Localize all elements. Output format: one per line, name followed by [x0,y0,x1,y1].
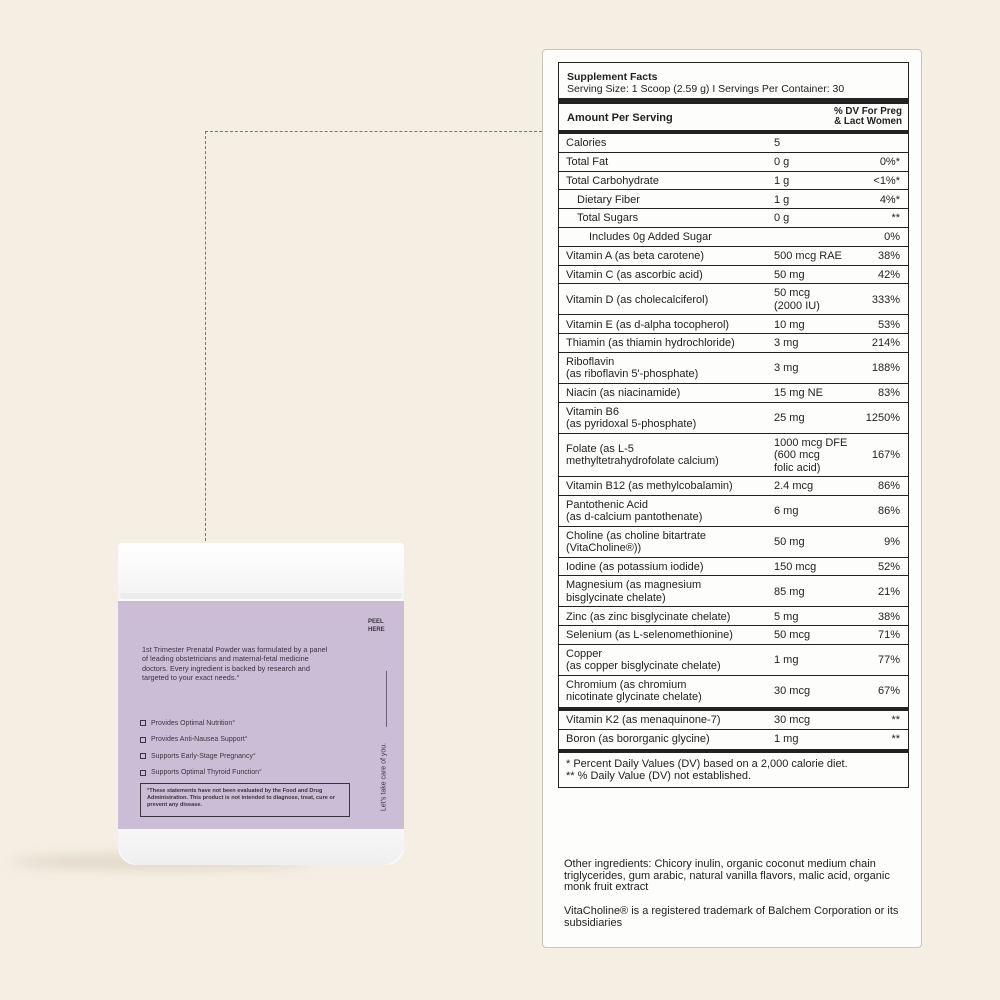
nutrient-row [559,496,908,527]
nutrient-name: Total Carbohydrate [566,174,659,187]
nutrient-amount: 50 mcg (2000 IU) [774,287,820,312]
nutrient-amount: 500 mcg RAE [774,249,842,262]
nutrient-name: Includes 0g Added Sugar [589,231,712,244]
serving-info: Serving Size: 1 Scoop (2.59 g) I Servings Per Container: 30 [567,83,845,95]
nutrient-row [559,434,908,477]
nutrient-row [559,384,908,403]
dv-header: % DV For Preg & Lact Women [833,106,902,127]
nutrient-row [559,172,908,191]
nutrient-row [559,284,908,315]
nutrient-row [559,576,908,607]
nutrient-name: Niacin (as niacinamide) [566,387,681,400]
nutrient-name: Magnesium (as magnesium bisglycinate chelate) [566,579,702,604]
nutrient-dv: 83% [877,387,900,400]
nutrient-dv: 77% [877,654,900,667]
nutrient-name: Iodine (as potassium iodide) [566,560,704,573]
nutrient-name: Calories [566,137,607,150]
nutrient-name: Vitamin B12 (as methylcobalamin) [566,479,733,492]
nutrient-dv: ** [891,732,900,745]
nutrient-dv: 21% [877,585,900,598]
nutrient-name: Choline (as choline bitartrate (VitaCholine®)) [566,529,707,555]
nutrient-amount: 85 mg [774,585,805,598]
nutrient-name: Vitamin K2 (as menaquinone-7) [566,714,721,727]
nutrient-amount: 0 g [774,212,790,225]
nutrient-rows-extra [559,711,908,749]
nutrient-row [559,730,908,749]
nutrient-name: Vitamin B6 (as pyridoxal 5-phosphate) [566,405,697,431]
nutrient-rows [559,134,908,707]
nutrient-row [559,353,908,384]
nutrient-amount: 1 mg [774,732,799,745]
nutrient-dv: 52% [877,560,900,573]
nutrient-amount: 30 mcg [774,714,811,727]
nutrient-name: Selenium (as L-selenomethionine) [566,629,733,642]
nutrient-row [559,247,908,266]
nutrient-dv: 1250% [865,412,900,425]
amount-header-row [559,104,908,130]
tagline: Let's take care of you. [380,742,388,812]
nutrient-amount: 3 mg [774,337,799,350]
nutrient-dv: 71% [877,629,900,642]
leader-line-horizontal [205,131,542,132]
nutrient-row [559,315,908,334]
benefit-item: Supports Early-Stage Pregnancy° [140,748,340,765]
checkbox-icon [140,753,146,759]
nutrient-dv: 9% [884,535,900,548]
nutrient-row [559,209,908,228]
nutrient-dv: 86% [877,504,900,517]
nutrient-dv: 0% [884,231,900,244]
nutrient-amount: 5 mg [774,610,799,623]
product-jar [118,543,404,865]
nutrient-name: Total Sugars [577,212,639,225]
jar-lid [118,543,404,599]
benefit-item: Provides Optimal Nutrition° [140,715,340,732]
nutrient-dv: ** [891,212,900,225]
nutrient-dv: <1%* [873,174,900,187]
nutrient-amount: 6 mg [774,504,799,517]
nutrient-name: Copper (as copper bisglycinate chelate) [566,647,721,673]
nutrient-name: Total Fat [566,155,609,168]
nutrient-dv: 86% [877,479,900,492]
nutrient-row [559,527,908,558]
footnote-dv: * Percent Daily Values (DV) based on a 2,000 calorie diet. [566,757,848,770]
nutrient-amount: 50 mg [774,535,805,548]
nutrient-name: Chromium (as chromium nicotinate glycinate chelate) [566,678,702,704]
nutrient-name: Thiamin (as thiamin hydrochloride) [566,337,735,350]
nutrient-name: Vitamin E (as d-alpha tocopherol) [566,318,730,331]
nutrient-name: Vitamin C (as ascorbic acid) [566,268,703,281]
peel-here-text: PEEL HERE [368,619,385,633]
nutrient-row [559,334,908,353]
nutrient-amount: 2.4 mcg [774,479,814,492]
nutrient-dv: 38% [877,610,900,623]
leader-line-vertical [205,131,206,546]
label-divider [386,671,387,727]
footnote-not-established: ** % Daily Value (DV) not established. [566,769,752,782]
nutrient-dv: ** [891,714,900,727]
nutrient-name: Zinc (as zinc bisglycinate chelate) [566,610,731,623]
other-ingredients: Other ingredients: Chicory inulin, organic coconut medium chain triglycerides, gum arabic, natural vanilla flavors, malic acid, organic monk fruit extract [564,858,890,893]
nutrient-amount: 1000 mcg DFE (600 mcg folic acid) [774,436,848,474]
nutrient-amount: 25 mg [774,412,805,425]
supplement-facts-card [542,49,922,948]
nutrient-row [559,228,908,247]
trademark-note: VitaCholine® is a registered trademark of Balchem Corporation or its subsidiaries [564,905,899,929]
nutrient-name: Dietary Fiber [577,193,640,206]
nutrient-dv: 53% [877,318,900,331]
jar-base [118,829,404,865]
nutrient-amount: 0 g [774,155,790,168]
nutrient-row [559,403,908,434]
nutrient-row [559,711,908,730]
nutrient-dv: 42% [877,268,900,281]
nutrient-name: Vitamin A (as beta carotene) [566,249,704,262]
nutrient-amount: 150 mcg [774,560,817,573]
nutrient-row [559,477,908,496]
nutrient-amount: 1 g [774,174,790,187]
checkbox-icon [140,737,146,743]
footnotes [559,753,908,787]
fda-disclaimer: °These statements have not been evaluated by the Food and Drug Administration. This product is not intended to diagnose, treat, cure or prevent any disease. [140,783,350,817]
jar-label [118,601,404,829]
nutrient-dv: 214% [871,337,900,350]
checkbox-icon [140,720,146,726]
nutrient-amount: 1 g [774,193,790,206]
nutrient-row [559,153,908,172]
nutrient-dv: 333% [871,293,900,306]
nutrient-name: Pantothenic Acid (as d-calcium pantothenate) [566,498,703,524]
nutrient-amount: 15 mg NE [774,387,823,400]
nutrient-row [559,134,908,153]
nutrient-dv: 38% [877,249,900,262]
benefit-item: Supports Optimal Thyroid Function° [140,765,340,782]
nutrient-name: Folate (as L-5 methyltetrahydrofolate calcium) [566,442,719,468]
nutrient-dv: 167% [871,449,900,462]
amount-per-serving-label: Amount Per Serving [567,112,673,124]
nutrient-dv: 188% [871,362,900,375]
nutrient-row [559,676,908,707]
nutrient-amount: 1 mg [774,654,799,667]
nutrient-row [559,558,908,577]
nutrient-name: Riboflavin (as riboflavin 5'-phosphate) [566,355,699,381]
nutrient-amount: 3 mg [774,362,799,375]
benefit-list [140,715,340,781]
nutrient-dv: 0%* [879,155,900,168]
nutrient-dv: 67% [877,685,900,698]
nutrient-amount: 50 mcg [774,629,811,642]
nutrient-row [559,190,908,209]
checkbox-icon [140,770,146,776]
supplement-facts-panel [558,62,909,788]
nutrient-amount: 30 mcg [774,685,811,698]
nutrient-amount: 50 mg [774,268,805,281]
nutrient-row [559,626,908,645]
nutrient-amount: 5 [774,137,781,150]
nutrient-row [559,607,908,626]
facts-title: Supplement Facts [567,71,658,83]
nutrient-amount: 10 mg [774,318,805,331]
nutrient-row [559,645,908,676]
nutrient-name: Boron (as bororganic glycine) [566,732,710,745]
jar-description: 1st Trimester Prenatal Powder was formulated by a panel of leading obstetricians and maternal-fetal medicine doctors. Every ingredient is backed by research and targeted to your exact needs.° [142,645,328,682]
benefit-item: Provides Anti-Nausea Support° [140,732,340,749]
nutrient-name: Vitamin D (as cholecalciferol) [566,293,709,306]
nutrient-dv: 4%* [879,193,900,206]
nutrient-row [559,266,908,285]
